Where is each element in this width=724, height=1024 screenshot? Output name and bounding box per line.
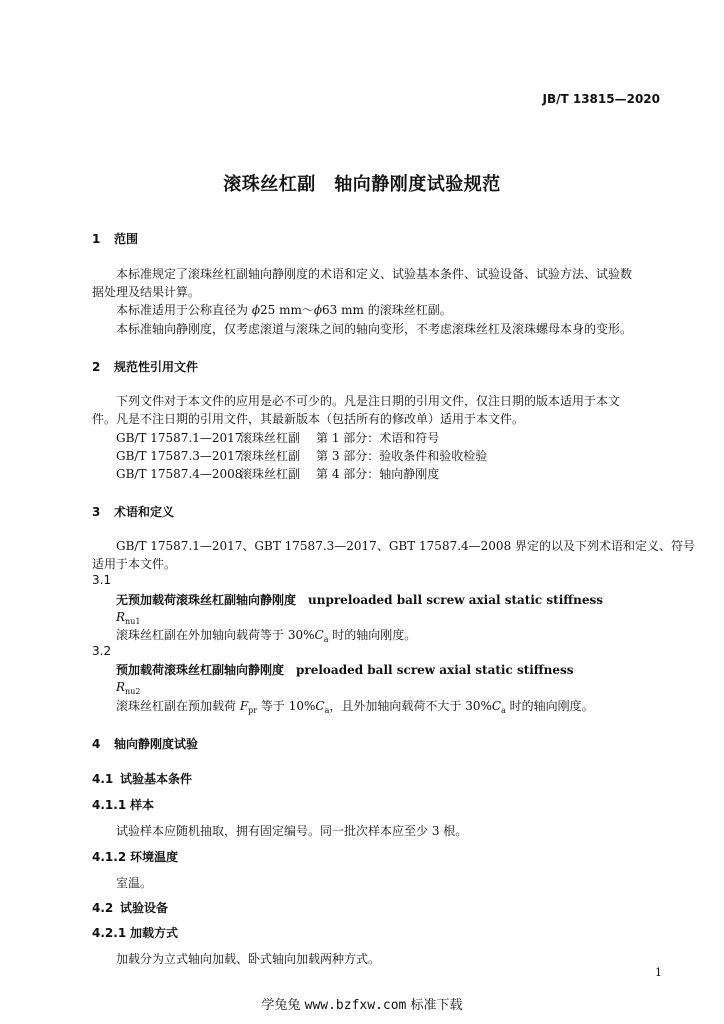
symbol-subscript: a: [501, 706, 506, 715]
subsection-4-2-1-heading: [92, 924, 178, 941]
term-english: preloaded ball screw axial static stiffness: [296, 663, 574, 677]
paragraph-continuation: 件。凡是不注日期的引用文件，其最新版本（包括所有的修改单）适用于本文件。: [92, 412, 525, 426]
paragraph: GB/T 17587.1—2017、GBT 17587.3—2017、GBT 17587.4—2008 界定的以及下列术语和定义、符号: [116, 539, 696, 553]
paragraph: 室温。: [116, 876, 153, 890]
subsection-4-1-1-heading: [92, 796, 154, 813]
subsection-title: 环境温度: [130, 850, 179, 864]
reference-code: GB/T 17587.3—2017: [116, 449, 243, 463]
term-symbol: [116, 610, 140, 626]
section-number: 3: [92, 505, 101, 519]
text: 本标准适用于公称直径为: [116, 303, 252, 317]
term-definition: [116, 626, 416, 644]
paragraph: 下列文件对于本文件的应用是必不可少的。凡是注日期的引用文件，仅注日期的版本适用于本文: [116, 394, 621, 408]
section-number: 2: [92, 360, 101, 374]
reference-item: [116, 465, 439, 482]
section-title: 轴向静刚度试验: [114, 737, 199, 751]
footer-right-text: 标准下载: [410, 998, 463, 1013]
footer-site-link[interactable]: www.bzfxw.com: [304, 998, 407, 1013]
section-4-heading: [92, 735, 198, 752]
term-chinese: 预加载荷滚珠丝杠副轴向静刚度: [116, 663, 285, 677]
document-title: 滚珠丝杠副 轴向静刚度试验规范: [223, 174, 501, 195]
reference-name: 滚珠丝杠副: [240, 467, 301, 481]
term-heading: [116, 591, 603, 608]
reference-item: [116, 429, 439, 446]
symbol-letter: R: [116, 680, 126, 694]
reference-part: 第 1 部分：术语和符号: [316, 431, 440, 445]
section-number: 4: [92, 737, 101, 751]
term-english: unpreloaded ball screw axial static stiffness: [308, 593, 603, 607]
reference-code: GB/T 17587.4—2008: [116, 467, 243, 481]
text: 滚珠丝杠副在预加载荷: [116, 699, 240, 713]
reference-name: 滚珠丝杠副: [240, 449, 301, 463]
subsection-4-1-2-heading: [92, 848, 178, 865]
text: 滚珠丝杠副在外加轴向载荷等于 30%: [116, 628, 315, 642]
section-number: 1: [92, 232, 101, 246]
term-number: 3.1: [92, 573, 112, 587]
reference-item: [116, 447, 487, 464]
symbol-letter: R: [116, 610, 126, 624]
section-3-heading: [92, 503, 174, 520]
section-title: 规范性引用文件: [114, 360, 199, 374]
term-definition: [116, 697, 594, 715]
subsection-number: 4.2.1: [92, 926, 127, 940]
term-heading: [116, 661, 574, 678]
subsection-number: 4.1.1: [92, 798, 127, 812]
text: ，且外加轴向载荷不大于 30%: [329, 699, 492, 713]
subsection-4-2-heading: [92, 899, 168, 916]
subsection-title: 试验基本条件: [120, 772, 193, 786]
paragraph: [116, 301, 452, 318]
symbol-letter: F: [239, 699, 249, 713]
section-2-heading: [92, 358, 198, 375]
paragraph-continuation: 据处理及结果计算。: [92, 285, 201, 299]
page-number: 1: [655, 966, 662, 979]
footer-watermark: [0, 994, 724, 1013]
paragraph: 本标准轴向静刚度，仅考虑滚道与滚珠之间的轴向变形，不考虑滚珠丝杠及滚珠螺母本身的变形。: [116, 322, 633, 336]
paragraph: 加载分为立式轴向加载、卧式轴向加载两种方式。: [116, 952, 381, 966]
subsection-number: 4.1: [92, 772, 114, 786]
footer-left-text: 学兔兔: [261, 998, 301, 1013]
subsection-number: 4.1.2: [92, 850, 127, 864]
text: 时的轴向刚度。: [328, 628, 417, 642]
symbol-subscript: pr: [248, 706, 258, 715]
subsection-4-1-heading: [92, 770, 192, 787]
phi-symbol: ϕ: [313, 303, 323, 317]
text: 等于 10%: [257, 699, 316, 713]
reference-code: GB/T 17587.1—2017: [116, 431, 243, 445]
subsection-title: 样本: [130, 798, 155, 812]
phi-symbol: ϕ: [251, 303, 261, 317]
subsection-title: 加载方式: [130, 926, 179, 940]
standard-number: JB/T 13815—2020: [542, 92, 660, 106]
symbol-subscript: a: [324, 706, 330, 715]
text: 63 mm 的滚珠丝杠副。: [322, 303, 452, 317]
section-title: 术语和定义: [114, 505, 175, 519]
reference-part: 第 3 部分：验收条件和验收检验: [316, 449, 488, 463]
symbol-letter: C: [315, 699, 325, 713]
text: 25 mm～: [260, 303, 314, 317]
symbol-letter: C: [491, 699, 502, 713]
symbol-subscript: a: [323, 635, 329, 644]
reference-part: 第 4 部分：轴向静刚度: [316, 467, 440, 481]
symbol-subscript: nu1: [125, 617, 141, 626]
subsection-title: 试验设备: [120, 901, 169, 915]
term-number: 3.2: [92, 644, 112, 658]
term-symbol: [116, 680, 140, 696]
paragraph-continuation: 适用于本文件。: [92, 557, 177, 571]
symbol-subscript: nu2: [125, 687, 141, 696]
section-1-heading: [92, 230, 138, 247]
symbol-letter: C: [314, 628, 324, 642]
section-title: 范围: [114, 232, 139, 246]
paragraph: 本标准规定了滚珠丝杠副轴向静刚度的术语和定义、试验基本条件、试验设备、试验方法、试验数: [116, 267, 633, 281]
text: 时的轴向刚度。: [505, 699, 594, 713]
subsection-number: 4.2: [92, 901, 114, 915]
paragraph: 试验样本应随机抽取，拥有固定编号。同一批次样本应至少 3 根。: [116, 824, 468, 838]
reference-name: 滚珠丝杠副: [240, 431, 301, 445]
term-chinese: 无预加载荷滚珠丝杠副轴向静刚度: [116, 593, 297, 607]
